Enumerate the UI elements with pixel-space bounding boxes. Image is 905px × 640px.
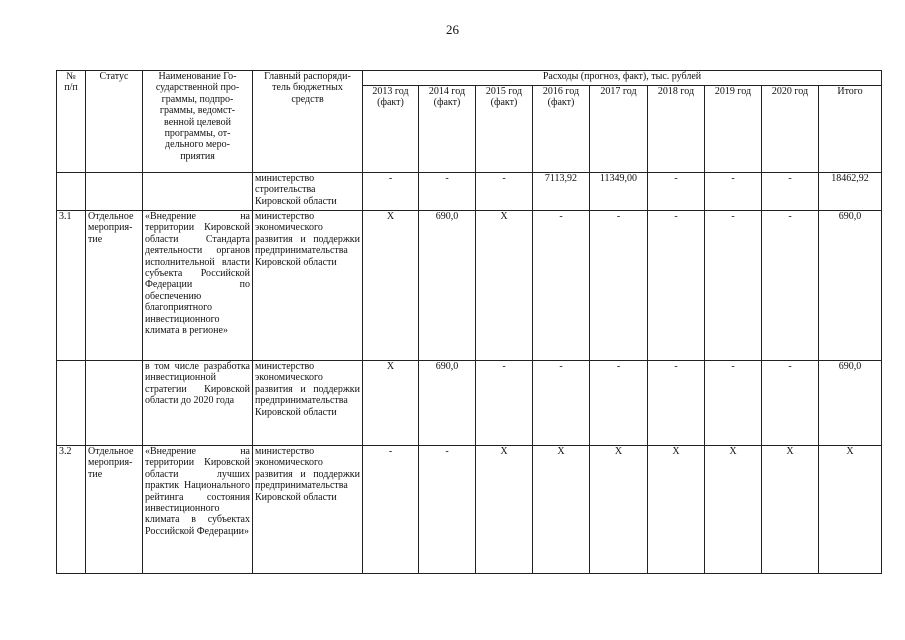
value-cell: -: [363, 446, 419, 574]
total-cell: 690,0: [819, 361, 882, 446]
value-cell: X: [762, 446, 819, 574]
value-cell: -: [762, 361, 819, 446]
value-cell: 690,0: [419, 211, 476, 361]
value-cell: 11349,00: [590, 173, 648, 211]
year-header: 2013 год (факт): [363, 86, 419, 173]
table-row: [57, 361, 882, 446]
expenses-table: [56, 70, 882, 574]
row-admin: министерство экономического развития и поддержки предпринимательства Кировской области: [253, 211, 363, 361]
col-status-header: Статус: [86, 71, 143, 173]
table-row: [57, 211, 882, 361]
value-cell: -: [762, 173, 819, 211]
value-cell: -: [533, 211, 590, 361]
row-num: 3.1: [57, 211, 86, 361]
col-name-header: Наименование Го- сударственной про- граммы, подпро- граммы, ведомст- венной целевой программы, от- дельного меро- приятия: [143, 71, 253, 173]
value-cell: -: [705, 361, 762, 446]
value-cell: -: [476, 361, 533, 446]
value-cell: X: [363, 211, 419, 361]
table-row: [57, 446, 882, 574]
row-name: в том числе разработка инвестиционной стратегии Кировской области до 2020 года: [143, 361, 253, 446]
col-admin-header: Главный распоряди- тель бюджетных средств: [253, 71, 363, 173]
row-num: [57, 361, 86, 446]
value-cell: -: [705, 211, 762, 361]
row-num: 3.2: [57, 446, 86, 574]
value-cell: -: [648, 211, 705, 361]
col-num-header: № п/п: [57, 71, 86, 173]
col-expenses-header: Расходы (прогноз, факт), тыс. рублей: [363, 71, 882, 86]
value-cell: X: [476, 211, 533, 361]
page-number: 26: [446, 22, 459, 37]
row-name: [143, 173, 253, 211]
row-admin: министерство строительства Кировской области: [253, 173, 363, 211]
value-cell: -: [590, 361, 648, 446]
total-cell: 690,0: [819, 211, 882, 361]
row-num: [57, 173, 86, 211]
value-cell: 7113,92: [533, 173, 590, 211]
value-cell: 690,0: [419, 361, 476, 446]
value-cell: -: [419, 446, 476, 574]
value-cell: -: [762, 211, 819, 361]
value-cell: X: [533, 446, 590, 574]
value-cell: -: [476, 173, 533, 211]
row-status: Отдельное мероприятие: [86, 446, 143, 574]
value-cell: -: [363, 173, 419, 211]
row-status: [86, 173, 143, 211]
value-cell: -: [533, 361, 590, 446]
year-header: 2017 год: [590, 86, 648, 173]
year-header: 2016 год (факт): [533, 86, 590, 173]
row-admin: министерство экономического развития и поддержки предпринимательства Кировской области: [253, 446, 363, 574]
row-admin: министерство экономического развития и поддержки предпринимательства Кировской области: [253, 361, 363, 446]
value-cell: X: [705, 446, 762, 574]
row-status: [86, 361, 143, 446]
year-header: 2018 год: [648, 86, 705, 173]
value-cell: -: [648, 361, 705, 446]
value-cell: X: [363, 361, 419, 446]
value-cell: X: [590, 446, 648, 574]
year-header: 2019 год: [705, 86, 762, 173]
value-cell: -: [705, 173, 762, 211]
total-header: Итого: [819, 86, 882, 173]
total-cell: 18462,92: [819, 173, 882, 211]
year-header: 2020 год: [762, 86, 819, 173]
value-cell: -: [590, 211, 648, 361]
value-cell: -: [419, 173, 476, 211]
value-cell: X: [648, 446, 705, 574]
table-header-row: [57, 71, 882, 86]
table-row: [57, 173, 882, 211]
row-status: Отдельное мероприятие: [86, 211, 143, 361]
row-name: «Внедрение на территории Кировской области лучших практик Национального рейтинга состояния инвестиционного климата в субъектах Российской Федерации»: [143, 446, 253, 574]
year-header: 2014 год (факт): [419, 86, 476, 173]
row-name: «Внедрение на территории Кировской области Стандарта деятельности органов исполнительной власти субъекта Российской Федерации по обеспечению благоприятного инвестиционного климата в регионе»: [143, 211, 253, 361]
value-cell: -: [648, 173, 705, 211]
total-cell: X: [819, 446, 882, 574]
value-cell: X: [476, 446, 533, 574]
year-header: 2015 год (факт): [476, 86, 533, 173]
